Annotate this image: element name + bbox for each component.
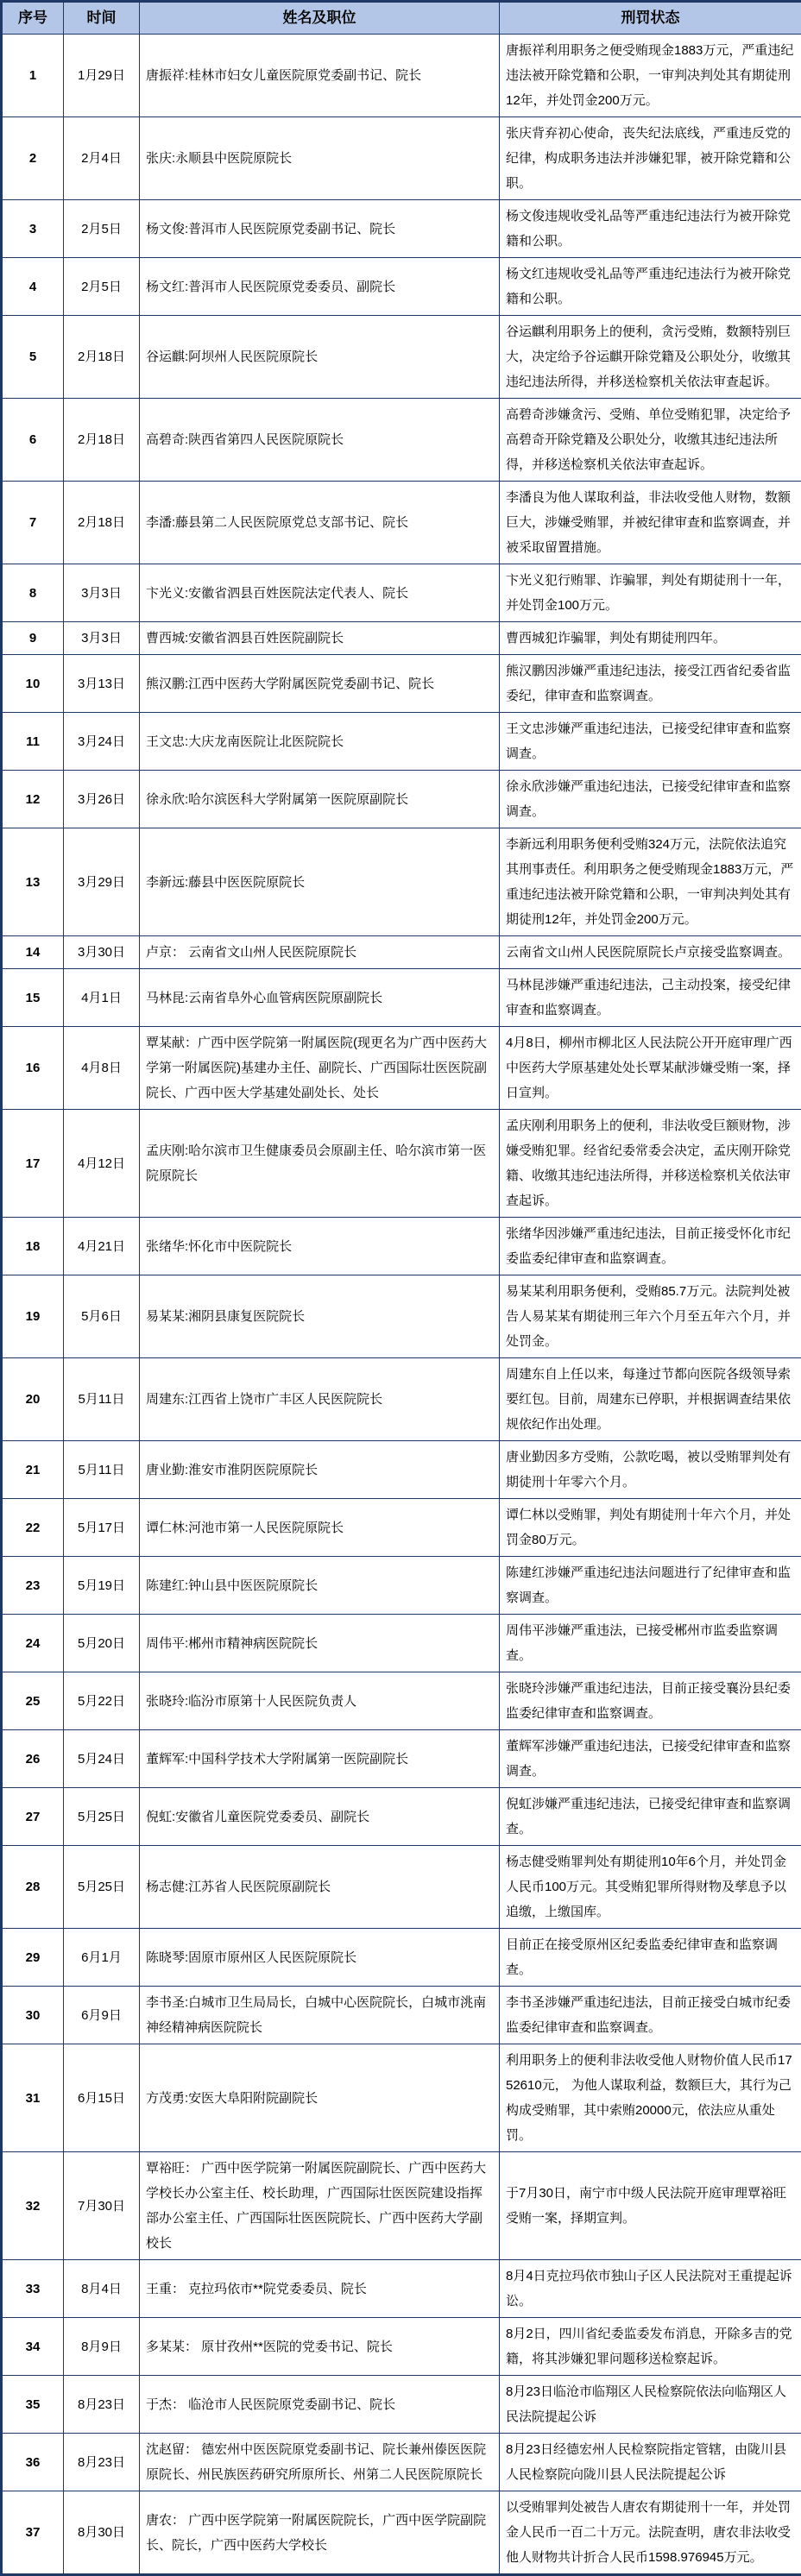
row-number: 34 bbox=[2, 2318, 64, 2376]
row-date: 2月18日 bbox=[64, 399, 140, 482]
row-number: 31 bbox=[2, 2044, 64, 2152]
row-date: 7月30日 bbox=[64, 2152, 140, 2260]
row-date: 5月17日 bbox=[64, 1499, 140, 1557]
row-date: 5月24日 bbox=[64, 1730, 140, 1788]
table-row bbox=[2, 1615, 801, 1672]
row-date: 4月8日 bbox=[64, 1027, 140, 1110]
row-number: 13 bbox=[2, 828, 64, 936]
person-name-position: 唐业勤:淮安市淮阴医院原院长 bbox=[140, 1441, 500, 1499]
person-name-position: 方茂勇:安医大阜阳附院副院长 bbox=[140, 2044, 500, 2152]
person-name-position: 杨文红:普洱市人民医院原党委委员、副院长 bbox=[140, 258, 500, 316]
row-date: 3月13日 bbox=[64, 655, 140, 713]
table-row bbox=[2, 117, 801, 200]
punishment-status: 熊汉鹏因涉嫌严重违纪违法，接受江西省纪委省监委纪，律审查和监察调查。 bbox=[500, 655, 801, 713]
table-row bbox=[2, 1730, 801, 1788]
punishment-status: 云南省文山州人民医院原院长卢京接受监察调查。 bbox=[500, 936, 801, 969]
punishment-status: 高碧奇涉嫌贪污、受贿、单位受贿犯罪，决定给予高碧奇开除党籍及公职处分，收缴其违纪违法所得，并移送检察机关依法审查起诉。 bbox=[500, 399, 801, 482]
table-row bbox=[2, 2152, 801, 2260]
row-number: 24 bbox=[2, 1615, 64, 1672]
row-number: 4 bbox=[2, 258, 64, 316]
punishment-status: 张晓玲涉嫌严重违纪违法，目前正接受襄汾县纪委监委纪律审查和监察调查。 bbox=[500, 1672, 801, 1730]
table-row bbox=[2, 1557, 801, 1615]
person-name-position: 马林昆:云南省阜外心血管病医院原副院长 bbox=[140, 969, 500, 1027]
punishment-status: 孟庆刚利用职务上的便利，非法收受巨额财物，涉嫌受贿犯罪。经省纪委常委会决定，孟庆刚开除党籍、收缴其违纪违法所得，并移送检察机关依法审查起诉。 bbox=[500, 1110, 801, 1218]
row-number: 10 bbox=[2, 655, 64, 713]
person-name-position: 李书圣:白城市卫生局局长，白城中心医院院长，白城市洮南神经精神病医院院长 bbox=[140, 1987, 500, 2044]
table-row bbox=[2, 828, 801, 936]
person-name-position: 覃某献：广西中医学院第一附属医院(现更名为广西中医药大学第一附属医院)基建办主任、副院长、广西国际壮医医院副院长、广西中医大学基建处副处长、处长 bbox=[140, 1027, 500, 1110]
table-row bbox=[2, 936, 801, 969]
row-date: 1月29日 bbox=[64, 35, 140, 117]
table-header bbox=[2, 2, 801, 35]
table-row bbox=[2, 2376, 801, 2434]
table-row bbox=[2, 1929, 801, 1987]
row-date: 5月11日 bbox=[64, 1441, 140, 1499]
table-row bbox=[2, 1499, 801, 1557]
punishment-status: 周建东自上任以来，每逢过节都向医院各级领导索要红包。目前，周建东已停职，并根据调查结果依规依纪作出处理。 bbox=[500, 1358, 801, 1441]
row-date: 3月3日 bbox=[64, 564, 140, 622]
col-header-name: 姓名及职位 bbox=[140, 2, 500, 35]
row-number: 9 bbox=[2, 622, 64, 655]
punishment-status: 谭仁林以受贿罪，判处有期徒刑十年六个月，并处罚金80万元。 bbox=[500, 1499, 801, 1557]
punishment-status: 倪虹涉嫌严重违纪违法，已接受纪律审查和监察调查。 bbox=[500, 1788, 801, 1846]
col-header-index: 序号 bbox=[2, 2, 64, 35]
person-name-position: 唐振祥:桂林市妇女儿童医院原党委副书记、院长 bbox=[140, 35, 500, 117]
punishment-status: 利用职务上的便利非法收受他人财物价值人民币1752610元， 为他人谋取利益，数额巨大，其行为己构成受贿罪，其中索贿20000元，依法应从重处罚。 bbox=[500, 2044, 801, 2152]
punishment-status: 张庆背弃初心使命，丧失纪法底线，严重违反党的纪律，构成职务违法并涉嫌犯罪，被开除党籍和公职。 bbox=[500, 117, 801, 200]
person-name-position: 杨文俊:普洱市人民医院原党委副书记、院长 bbox=[140, 200, 500, 258]
punishment-status: 李潘良为他人谋取利益，非法收受他人财物，数额巨大，涉嫌受贿罪，并被纪律审查和监察调查，并被采取留置措施。 bbox=[500, 482, 801, 564]
col-header-status: 刑罚状态 bbox=[500, 2, 801, 35]
table-row bbox=[2, 655, 801, 713]
table-row bbox=[2, 2434, 801, 2491]
person-name-position: 曹西城:安徽省泗县百姓医院副院长 bbox=[140, 622, 500, 655]
table-row bbox=[2, 969, 801, 1027]
row-date: 2月4日 bbox=[64, 117, 140, 200]
table-row bbox=[2, 1275, 801, 1358]
person-name-position: 周伟平:郴州市精神病医院院长 bbox=[140, 1615, 500, 1672]
table-row bbox=[2, 1110, 801, 1218]
table-row bbox=[2, 1672, 801, 1730]
person-name-position: 沈赵留： 德宏州中医医院原党委副书记、院长兼州傣医医院原院长、州民族医药研究所原所长、州第二人民医院原院长 bbox=[140, 2434, 500, 2491]
row-date: 4月1日 bbox=[64, 969, 140, 1027]
row-number: 36 bbox=[2, 2434, 64, 2491]
punishment-status: 陈建红涉嫌严重违纪违法问题进行了纪律审查和监察调查。 bbox=[500, 1557, 801, 1615]
row-number: 1 bbox=[2, 35, 64, 117]
punishment-status: 以受贿罪判处被告人唐农有期徒刑十一年，并处罚金人民币一百二十万元。法院查明，唐农非法收受他人财物共计折合人民币1598.976945万元。 bbox=[500, 2491, 801, 2575]
row-date: 4月21日 bbox=[64, 1218, 140, 1275]
table-body bbox=[2, 35, 801, 2575]
punishment-status: 于7月30日，南宁市中级人民法院开庭审理覃裕旺受贿一案，择期宣判。 bbox=[500, 2152, 801, 2260]
row-date: 5月22日 bbox=[64, 1672, 140, 1730]
person-name-position: 谷运麒:阿坝州人民医院原院长 bbox=[140, 316, 500, 399]
person-name-position: 卢京： 云南省文山州人民医院原院长 bbox=[140, 936, 500, 969]
person-name-position: 孟庆刚:哈尔滨市卫生健康委员会原副主任、哈尔滨市第一医院原院长 bbox=[140, 1110, 500, 1218]
punishment-status: 李新远利用职务便利受贿324万元，法院依法追究其刑事责任。利用职务之便受贿现金1883万元，严重违纪违法被开除党籍和公职，一审判决判处其有期徒刑12年，并处罚金200万元。 bbox=[500, 828, 801, 936]
row-number: 26 bbox=[2, 1730, 64, 1788]
row-number: 8 bbox=[2, 564, 64, 622]
table-row bbox=[2, 1788, 801, 1846]
person-name-position: 多某某： 原甘孜州**医院的党委书记、院长 bbox=[140, 2318, 500, 2376]
row-number: 15 bbox=[2, 969, 64, 1027]
punishment-status: 8月4日克拉玛依市独山子区人民法院对王重提起诉讼。 bbox=[500, 2260, 801, 2318]
row-number: 27 bbox=[2, 1788, 64, 1846]
person-name-position: 王文忠:大庆龙南医院让北医院院长 bbox=[140, 713, 500, 771]
person-name-position: 张晓玲:临汾市原第十人民医院负责人 bbox=[140, 1672, 500, 1730]
person-name-position: 高碧奇:陕西省第四人民医院原院长 bbox=[140, 399, 500, 482]
person-name-position: 陈建红:钟山县中医医院原院长 bbox=[140, 1557, 500, 1615]
punishment-status: 目前正在接受原州区纪委监委纪律审查和监察调查。 bbox=[500, 1929, 801, 1987]
row-date: 5月25日 bbox=[64, 1846, 140, 1929]
person-name-position: 卞光义:安徽省泗县百姓医院法定代表人、院长 bbox=[140, 564, 500, 622]
table-row bbox=[2, 564, 801, 622]
row-date: 6月9日 bbox=[64, 1987, 140, 2044]
punishment-status: 4月8日，柳州市柳北区人民法院公开开庭审理广西中医药大学原基建处处长覃某献涉嫌受贿一案，择日宣判。 bbox=[500, 1027, 801, 1110]
row-date: 4月12日 bbox=[64, 1110, 140, 1218]
person-name-position: 陈晓琴:固原市原州区人民医院原院长 bbox=[140, 1929, 500, 1987]
person-name-position: 张绪华:怀化市中医院院长 bbox=[140, 1218, 500, 1275]
row-date: 5月25日 bbox=[64, 1788, 140, 1846]
row-number: 21 bbox=[2, 1441, 64, 1499]
punishment-status: 杨文俊违规收受礼品等严重违纪违法行为被开除党籍和公职。 bbox=[500, 200, 801, 258]
row-number: 29 bbox=[2, 1929, 64, 1987]
row-date: 8月9日 bbox=[64, 2318, 140, 2376]
row-number: 17 bbox=[2, 1110, 64, 1218]
table-row bbox=[2, 316, 801, 399]
row-number: 7 bbox=[2, 482, 64, 564]
table-row bbox=[2, 2491, 801, 2575]
row-number: 22 bbox=[2, 1499, 64, 1557]
table-row bbox=[2, 258, 801, 316]
person-name-position: 谭仁林:河池市第一人民医院原院长 bbox=[140, 1499, 500, 1557]
person-name-position: 杨志健:江苏省人民医院原副院长 bbox=[140, 1846, 500, 1929]
punishment-status: 张绪华因涉嫌严重违纪违法，目前正接受怀化市纪委监委纪律审查和监察调查。 bbox=[500, 1218, 801, 1275]
row-date: 5月20日 bbox=[64, 1615, 140, 1672]
punishment-status: 杨文红违规收受礼品等严重违纪违法行为被开除党籍和公职。 bbox=[500, 258, 801, 316]
punishment-status: 谷运麒利用职务上的便利，贪污受贿，数额特别巨大，决定给予谷运麒开除党籍及公职处分，收缴其违纪违法所得，并移送检察机关依法审查起诉。 bbox=[500, 316, 801, 399]
person-name-position: 唐农： 广西中医学院第一附属医院院长，广西中医学院副院长、院长，广西中医药大学校长 bbox=[140, 2491, 500, 2575]
row-number: 12 bbox=[2, 771, 64, 828]
row-date: 8月30日 bbox=[64, 2491, 140, 2575]
punishment-status: 杨志健受贿罪判处有期徒刑10年6个月，并处罚金人民币100万元。其受贿犯罪所得财物及孳息予以追缴，上缴国库。 bbox=[500, 1846, 801, 1929]
table-row bbox=[2, 713, 801, 771]
table-row bbox=[2, 482, 801, 564]
row-date: 3月30日 bbox=[64, 936, 140, 969]
row-date: 5月6日 bbox=[64, 1275, 140, 1358]
row-number: 20 bbox=[2, 1358, 64, 1441]
punishment-status: 唐业勤因多方受贿，公款吃喝，被以受贿罪判处有期徒刑十年零六个月。 bbox=[500, 1441, 801, 1499]
punishment-status: 王文忠涉嫌严重违纪违法，已接受纪律审查和监察调查。 bbox=[500, 713, 801, 771]
punishment-status: 8月23日临沧市临翔区人民检察院依法向临翔区人民法院提起公诉 bbox=[500, 2376, 801, 2434]
table-row bbox=[2, 1027, 801, 1110]
row-number: 5 bbox=[2, 316, 64, 399]
row-date: 3月29日 bbox=[64, 828, 140, 936]
row-number: 6 bbox=[2, 399, 64, 482]
table-row bbox=[2, 35, 801, 117]
row-date: 2月5日 bbox=[64, 258, 140, 316]
person-name-position: 董辉军:中国科学技术大学附属第一医院副院长 bbox=[140, 1730, 500, 1788]
col-header-date: 时间 bbox=[64, 2, 140, 35]
person-name-position: 李潘:藤县第二人民医院原党总支部书记、院长 bbox=[140, 482, 500, 564]
row-date: 3月3日 bbox=[64, 622, 140, 655]
row-date: 6月15日 bbox=[64, 2044, 140, 2152]
person-name-position: 覃裕旺： 广西中医学院第一附属医院副院长、广西中医药大学校长办公室主任、校长助理，广西国际壮医医院建设指挥部办公室主任、广西国际壮医医院院长、广西中医药大学副校长 bbox=[140, 2152, 500, 2260]
table-row bbox=[2, 1218, 801, 1275]
table-row bbox=[2, 399, 801, 482]
person-name-position: 张庆:永顺县中医院原院长 bbox=[140, 117, 500, 200]
table-row bbox=[2, 200, 801, 258]
row-number: 3 bbox=[2, 200, 64, 258]
row-number: 30 bbox=[2, 1987, 64, 2044]
row-date: 5月11日 bbox=[64, 1358, 140, 1441]
row-number: 32 bbox=[2, 2152, 64, 2260]
punishment-status: 易某某利用职务便利，受贿85.7万元。法院判处被告人易某某有期徒刑三年六个月至五年六个月，并处罚金。 bbox=[500, 1275, 801, 1358]
punishment-status: 唐振祥利用职务之便受贿现金1883万元，严重违纪违法被开除党籍和公职，一审判决判处其有期徒刑12年，并处罚金200万元。 bbox=[500, 35, 801, 117]
table-row bbox=[2, 771, 801, 828]
punishment-status: 8月23日经德宏州人民检察院指定管辖，由陇川县人民检察院向陇川县人民法院提起公诉 bbox=[500, 2434, 801, 2491]
header-row bbox=[2, 2, 801, 35]
row-number: 25 bbox=[2, 1672, 64, 1730]
table-row bbox=[2, 2044, 801, 2152]
punishment-status: 曹西城犯诈骗罪，判处有期徒刑四年。 bbox=[500, 622, 801, 655]
person-name-position: 李新远:藤县中医医院原院长 bbox=[140, 828, 500, 936]
person-name-position: 熊汉鹏:江西中医药大学附属医院党委副书记、院长 bbox=[140, 655, 500, 713]
table-row bbox=[2, 1358, 801, 1441]
table-row bbox=[2, 1846, 801, 1929]
row-number: 28 bbox=[2, 1846, 64, 1929]
punishment-status: 马林昆涉嫌严重违纪违法，己主动投案，接受纪律审查和监察调查。 bbox=[500, 969, 801, 1027]
row-date: 8月4日 bbox=[64, 2260, 140, 2318]
row-number: 14 bbox=[2, 936, 64, 969]
row-date: 3月24日 bbox=[64, 713, 140, 771]
row-number: 18 bbox=[2, 1218, 64, 1275]
row-number: 23 bbox=[2, 1557, 64, 1615]
table-row bbox=[2, 2318, 801, 2376]
table-row bbox=[2, 622, 801, 655]
punishment-status: 李书圣涉嫌严重违纪违法，目前正接受白城市纪委监委纪律审查和监察调查。 bbox=[500, 1987, 801, 2044]
row-date: 2月18日 bbox=[64, 316, 140, 399]
punishment-status: 周伟平涉嫌严重违法，已接受郴州市监委监察调查。 bbox=[500, 1615, 801, 1672]
row-number: 35 bbox=[2, 2376, 64, 2434]
punishment-status: 8月2日，四川省纪委监委发布消息，开除多吉的党籍，将其涉嫌犯罪问题移送检察起诉。 bbox=[500, 2318, 801, 2376]
row-date: 6月1月 bbox=[64, 1929, 140, 1987]
person-name-position: 于杰： 临沧市人民医院原党委副书记、院长 bbox=[140, 2376, 500, 2434]
person-name-position: 倪虹:安徽省儿童医院党委委员、副院长 bbox=[140, 1788, 500, 1846]
row-date: 3月26日 bbox=[64, 771, 140, 828]
table-row bbox=[2, 2260, 801, 2318]
row-date: 5月19日 bbox=[64, 1557, 140, 1615]
row-number: 19 bbox=[2, 1275, 64, 1358]
row-number: 16 bbox=[2, 1027, 64, 1110]
punishment-status: 卞光义犯行贿罪、诈骗罪，判处有期徒刑十一年，并处罚金100万元。 bbox=[500, 564, 801, 622]
person-name-position: 周建东:江西省上饶市广丰区人民医院院长 bbox=[140, 1358, 500, 1441]
person-name-position: 王重： 克拉玛依市**院党委委员、院长 bbox=[140, 2260, 500, 2318]
table-row bbox=[2, 1441, 801, 1499]
row-date: 8月23日 bbox=[64, 2434, 140, 2491]
row-number: 2 bbox=[2, 117, 64, 200]
person-name-position: 徐永欣:哈尔滨医科大学附属第一医院原副院长 bbox=[140, 771, 500, 828]
table-row bbox=[2, 1987, 801, 2044]
row-date: 8月23日 bbox=[64, 2376, 140, 2434]
punishment-status: 徐永欣涉嫌严重违纪违法，已接受纪律审查和监察调查。 bbox=[500, 771, 801, 828]
row-number: 33 bbox=[2, 2260, 64, 2318]
person-name-position: 易某某:湘阴县康复医院院长 bbox=[140, 1275, 500, 1358]
row-number: 37 bbox=[2, 2491, 64, 2575]
row-date: 2月18日 bbox=[64, 482, 140, 564]
row-number: 11 bbox=[2, 713, 64, 771]
punishment-status: 董辉军涉嫌严重违纪违法，已接受纪律审查和监察调查。 bbox=[500, 1730, 801, 1788]
row-date: 2月5日 bbox=[64, 200, 140, 258]
